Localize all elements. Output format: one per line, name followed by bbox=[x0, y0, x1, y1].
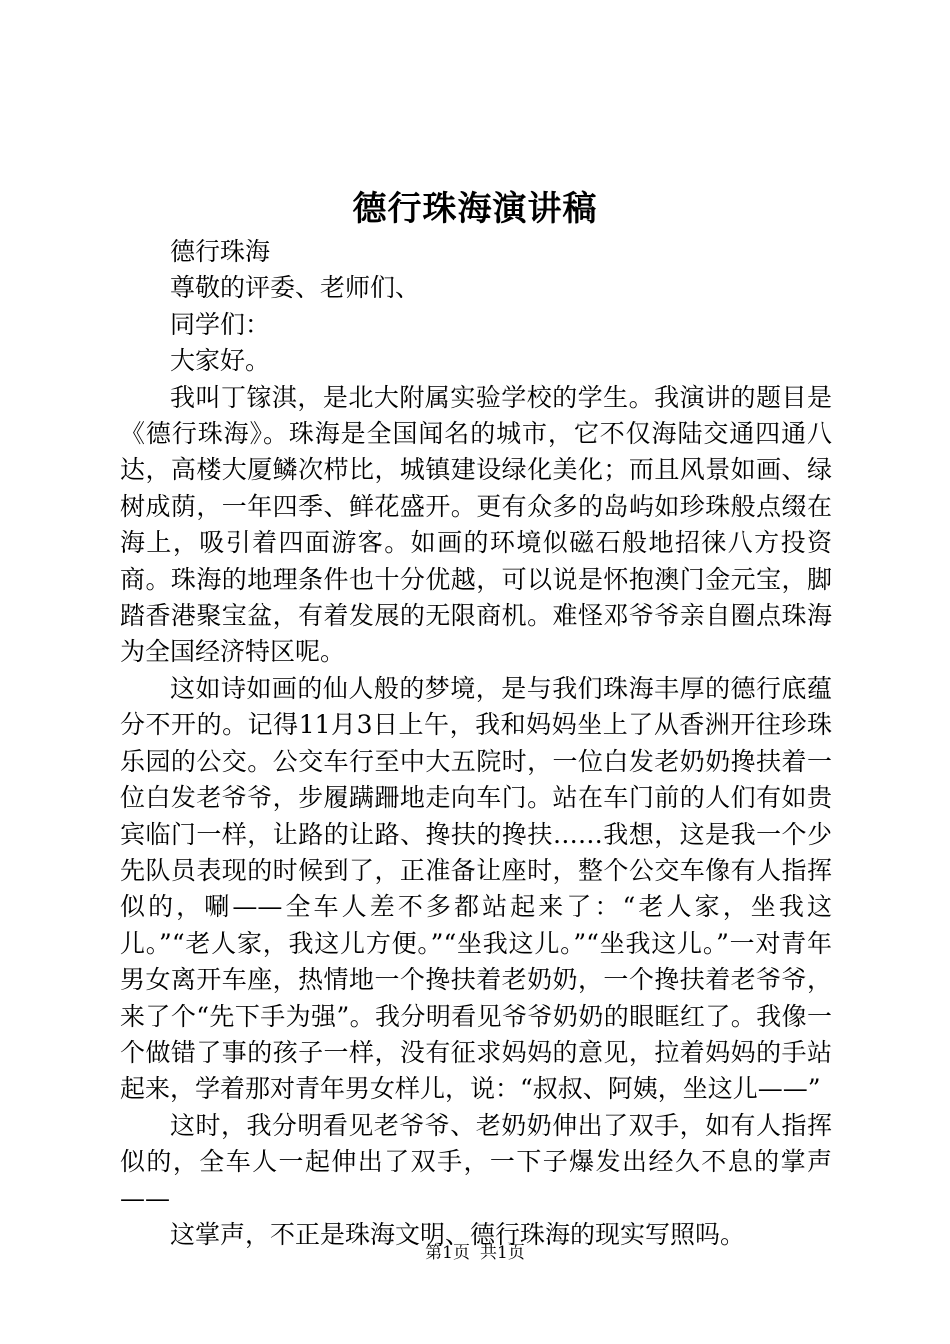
paragraph-heading: 德行珠海 bbox=[170, 237, 271, 266]
paragraph-salutation: 尊敬的评委、老师们、 bbox=[170, 273, 421, 303]
page-total: 共1页 bbox=[480, 1243, 525, 1263]
paragraph-conclusion: 这掌声，不正是珠海文明、德行珠海的现实写照吗。 bbox=[170, 1219, 746, 1249]
paragraph-salutation-continued: 同学们： bbox=[170, 309, 271, 339]
page-footer bbox=[0, 1241, 950, 1265]
paragraph-greeting: 大家好。 bbox=[170, 346, 271, 376]
paragraph-applause: 这时，我分明看见老爷爷、老奶奶伸出了双手，如有人指挥似的，全车人一起伸出了双手，一下子爆发出经久不息的掌声—— bbox=[120, 1110, 832, 1213]
paragraph-story: 这如诗如画的仙人般的梦境，是与我们珠海丰厚的德行底蕴分不开的。记得11月3日上午，我和妈妈坐上了从香洲开往珍珠乐园的公交。公交车行至中大五院时，一位白发老奶奶搀扶着一位白发老爷爷，步履蹒跚地走向车门。站在车门前的人们有如贵宾临门一样，让路的让路、搀扶的搀扶……我想，这是我一个少先队员表现的时候到了，正准备让座时，整个公交车像有人指挥似的，唰——全车人差不多都站起来了：“老人家，坐我这儿。”“老人家，我这儿方便。”“坐我这儿。”“坐我这儿。”一对青年男女离开车座，热情地一个搀扶着老奶奶，一个搀扶着老爷爷，来了个“先下手为强”。我分明看见爷爷奶奶的眼眶红了。我像一个做错了事的孩子一样，没有征求妈妈的意见，拉着妈妈的手站起来，学着那对青年男女样儿，说：“叔叔、阿姨，坐这儿——” bbox=[120, 673, 832, 1104]
document-title: 德行珠海演讲稿 bbox=[352, 189, 598, 229]
paragraph-introduction: 我叫丁镓淇，是北大附属实验学校的学生。我演讲的题目是《德行珠海》。珠海是全国闻名的城市，它不仅海陆交通四通八达，高楼大厦鳞次栉比，城镇建设绿化美化；而且风景如画、绿树成荫，一年四季、鲜花盛开。更有众多的岛屿如珍珠般点缀在海上，吸引着四面游客。如画的环境似磁石般地招徕八方投资商。珠海的地理条件也十分优越，可以说是怀抱澳门金元宝，脚踏香港聚宝盆，有着发展的无限商机。难怪邓爷爷亲自圈点珠海为全国经济特区呢。 bbox=[120, 382, 832, 667]
document-body bbox=[120, 234, 832, 1253]
page-number: 第1页 bbox=[425, 1243, 470, 1263]
